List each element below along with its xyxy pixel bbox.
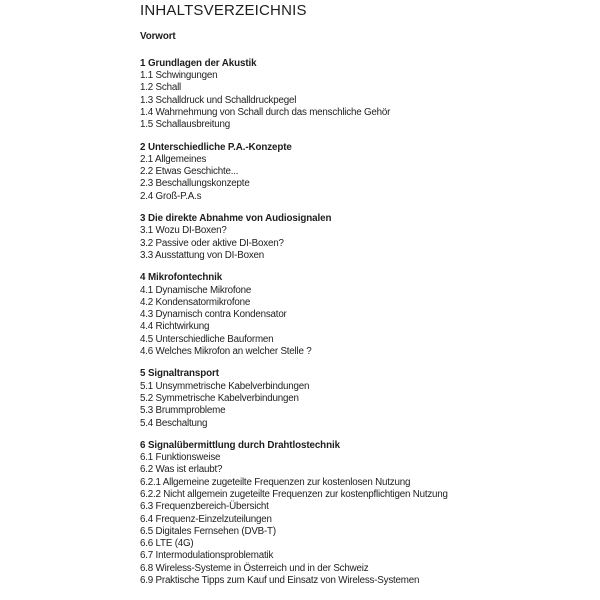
toc-item: 1.4 Wahrnehmung von Schall durch das menschliche Gehör	[140, 106, 391, 118]
toc-item: 5.4 Beschaltung	[140, 417, 208, 429]
toc-section	[140, 142, 580, 203]
toc-item: 3.3 Ausstattung von DI-Boxen	[140, 249, 265, 261]
toc-section-heading: 1 Grundlagen der Akustik	[140, 57, 257, 69]
toc-item: 6.1 Funktionsweise	[140, 452, 221, 464]
toc-item: 1.5 Schallausbreitung	[140, 119, 231, 131]
toc-section	[140, 213, 580, 262]
toc-item: 2.4 Groß-P.A.s	[140, 190, 202, 202]
toc-section	[140, 58, 580, 132]
toc-section-heading: 4 Mikrofontechnik	[140, 272, 223, 284]
toc-item: 5.3 Brummprobleme	[140, 405, 226, 417]
toc-item: 1.3 Schalldruck und Schalldruckpegel	[140, 94, 297, 106]
toc-item: 1.1 Schwingungen	[140, 70, 218, 82]
toc-item: 4.5 Unterschiedliche Bauformen	[140, 333, 274, 345]
toc-item: 6.8 Wireless-Systeme in Österreich und in der Schweiz	[140, 562, 369, 574]
toc-section-heading: 3 Die direkte Abnahme von Audiosignalen	[140, 213, 332, 225]
toc-item: 6.2 Was ist erlaubt?	[140, 464, 223, 476]
toc-item: 5.2 Symmetrische Kabelverbindungen	[140, 392, 299, 404]
toc-item: 6.4 Frequenz-Einzelzuteilungen	[140, 513, 272, 525]
toc-item: 1.2 Schall	[140, 82, 182, 94]
toc-section	[140, 440, 580, 588]
toc-item: 4.3 Dynamisch contra Kondensator	[140, 309, 287, 321]
toc-item: 3.1 Wozu DI-Boxen?	[140, 225, 227, 237]
toc-item: 6.2.2 Nicht allgemein zugeteilte Frequenzen zur kostenpflichtigen Nutzung	[140, 489, 448, 500]
toc-item: 4.6 Welches Mikrofon an welcher Stelle ?	[140, 346, 312, 358]
toc-section	[140, 368, 580, 429]
toc-section-heading: 2 Unterschiedliche P.A.-Konzepte	[140, 141, 292, 153]
toc-item: 6.7 Intermodulationsproblematik	[140, 550, 274, 562]
toc-item: 3.2 Passive oder aktive DI-Boxen?	[140, 237, 284, 249]
page-title: INHALTSVERZEICHNIS	[140, 2, 307, 19]
toc-item: 4.2 Kondensatormikrofone	[140, 296, 251, 308]
toc-item: 4.4 Richtwirkung	[140, 321, 210, 333]
toc-item: 6.3 Frequenzbereich-Übersicht	[140, 501, 269, 513]
toc-item: 5.1 Unsymmetrische Kabelverbindungen	[140, 380, 310, 392]
toc-preface: Vorwort	[140, 31, 176, 42]
toc-item: 2.1 Allgemeines	[140, 153, 207, 165]
toc-section-heading: 6 Signalübermittlung durch Drahtlostechnik	[140, 439, 340, 451]
toc-item: 4.1 Dynamische Mikrofone	[140, 284, 252, 296]
toc-item: 2.2 Etwas Geschichte...	[140, 166, 239, 178]
toc-sections	[140, 58, 580, 588]
toc-item: 6.9 Praktische Tipps zum Kauf und Einsatz von Wireless-Systemen	[140, 575, 420, 587]
toc-section	[140, 272, 580, 358]
toc-item: 6.2.1 Allgemeine zugeteilte Frequenzen zur kostenlosen Nutzung	[140, 476, 411, 488]
toc-section-heading: 5 Signaltransport	[140, 368, 219, 380]
toc-item: 6.5 Digitales Fernsehen (DVB-T)	[140, 525, 276, 537]
toc-item: 6.6 LTE (4G)	[140, 538, 194, 550]
toc-item: 2.3 Beschallungskonzepte	[140, 178, 250, 190]
